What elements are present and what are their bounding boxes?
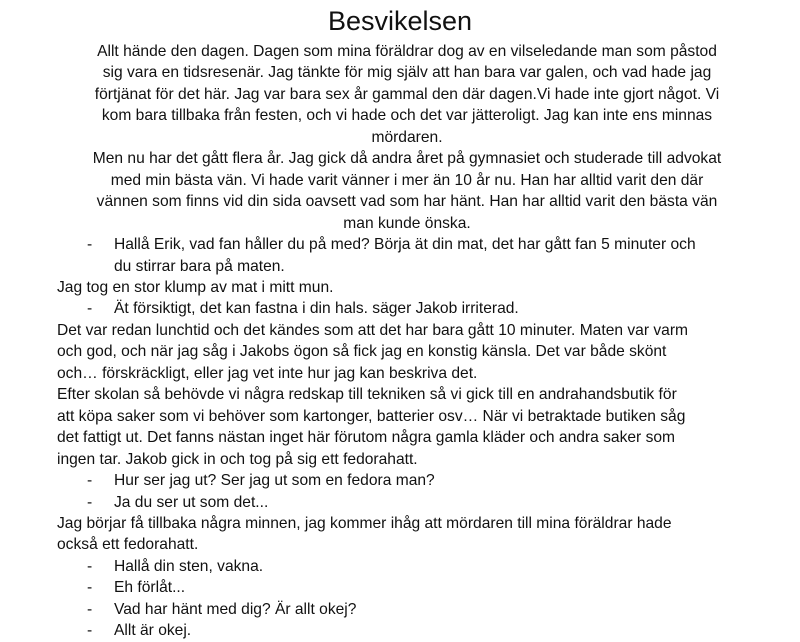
- text-line: sig vara en tidsresenär. Jag tänkte för mig själv att han bara var galen, och vad hade jag: [102, 64, 712, 82]
- paragraph: [57, 277, 757, 298]
- text-line: att köpa saker som vi behöver som kartonger, batterier osv… När vi betraktade butiken såg: [57, 407, 686, 425]
- text-line: och god, och när jag såg i Jakobs ögon så fick jag en konstig känsla. Det var både skönt: [57, 343, 667, 361]
- text-line: kom bara tillbaka från festen, och vi hade och det var jätteroligt. Jag kan inte ens minnas: [101, 107, 713, 125]
- bullet-dash: -: [87, 300, 93, 318]
- text-line: Hallå Erik, vad fan håller du på med? Börja ät din mat, det har gått fan 5 minuter och: [114, 236, 696, 254]
- text-line: Ja du ser ut som det...: [114, 493, 269, 511]
- text-line: med min bästa vän. Vi hade varit vänner i mer än 10 år nu. Han har alltid varit den där: [110, 171, 704, 189]
- dialogue-bullet: [57, 470, 757, 491]
- paragraph: [57, 148, 757, 234]
- dialogue-bullet: [57, 298, 757, 319]
- bullet-dash: -: [87, 622, 93, 640]
- text-line: Allt är okej.: [114, 622, 192, 640]
- paragraph: [57, 320, 757, 384]
- paragraph: [57, 41, 757, 148]
- document-body: [57, 41, 757, 642]
- dialogue-bullet: [57, 234, 757, 277]
- text-line: du stirrar bara på maten.: [114, 257, 285, 275]
- text-line: Ät försiktigt, det kan fastna i din hals. säger Jakob irriterad.: [114, 300, 519, 318]
- bullet-dash: -: [87, 493, 93, 511]
- dialogue-bullet: [57, 492, 757, 513]
- text-line: Eh förlåt...: [114, 579, 186, 597]
- text-line: Det var redan lunchtid och det kändes som att det har bara gått 10 minuter. Maten var varm: [57, 321, 689, 339]
- text-line: Men nu har det gått flera år. Jag gick då andra året på gymnasiet och studerade till advokat: [92, 150, 722, 168]
- text-line: och… förskräckligt, eller jag vet inte hur jag kan beskriva det.: [57, 364, 478, 382]
- dialogue-bullet: [57, 599, 757, 620]
- text-line: mördaren.: [371, 128, 443, 146]
- text-line: Allt hände den dagen. Dagen som mina föräldrar dog av en vilseledande man som påstod: [97, 43, 717, 60]
- dialogue-bullet: [57, 577, 757, 598]
- text-line: förtjänat för det här. Jag var bara sex år gammal den där dagen.Vi hade inte gjort något. Vi: [94, 85, 720, 103]
- paragraph: [57, 384, 757, 470]
- text-line: ingen tar. Jakob gick in och tog på sig ett fedorahatt.: [57, 450, 418, 468]
- text-line: Hur ser jag ut? Ser jag ut som en fedora man?: [114, 472, 435, 490]
- text-line: det fattigt ut. Det fanns nästan inget här förutom några gamla kläder och andra saker som: [57, 429, 676, 447]
- dialogue-bullet: [57, 620, 757, 641]
- text-line: Vad har hänt med dig? Är allt okej?: [114, 600, 357, 618]
- paragraph: [57, 513, 757, 556]
- text-line: också ett fedorahatt.: [57, 536, 199, 554]
- bullet-dash: -: [87, 472, 93, 490]
- text-line: Jag tog en stor klump av mat i mitt mun.: [57, 278, 334, 296]
- dialogue-bullet: [57, 556, 757, 577]
- text-line: man kunde önska.: [343, 214, 471, 232]
- text-line: vännen som finns vid din sida oavsett vad som har hänt. Han har alltid varit den bästa vän: [96, 193, 718, 211]
- text-line: Jag börjar få tillbaka några minnen, jag kommer ihåg att mördaren till mina föräldrar hade: [57, 514, 672, 532]
- bullet-dash: -: [87, 557, 93, 575]
- bullet-dash: -: [87, 600, 93, 618]
- document-title: Besvikelsen: [327, 6, 473, 36]
- bullet-dash: -: [87, 236, 93, 254]
- bullet-dash: -: [87, 579, 93, 597]
- text-line: Hallå din sten, vakna.: [114, 557, 264, 575]
- text-line: Efter skolan så behövde vi några redskap till tekniken så vi gick till en andrahandsbutik för: [57, 386, 677, 404]
